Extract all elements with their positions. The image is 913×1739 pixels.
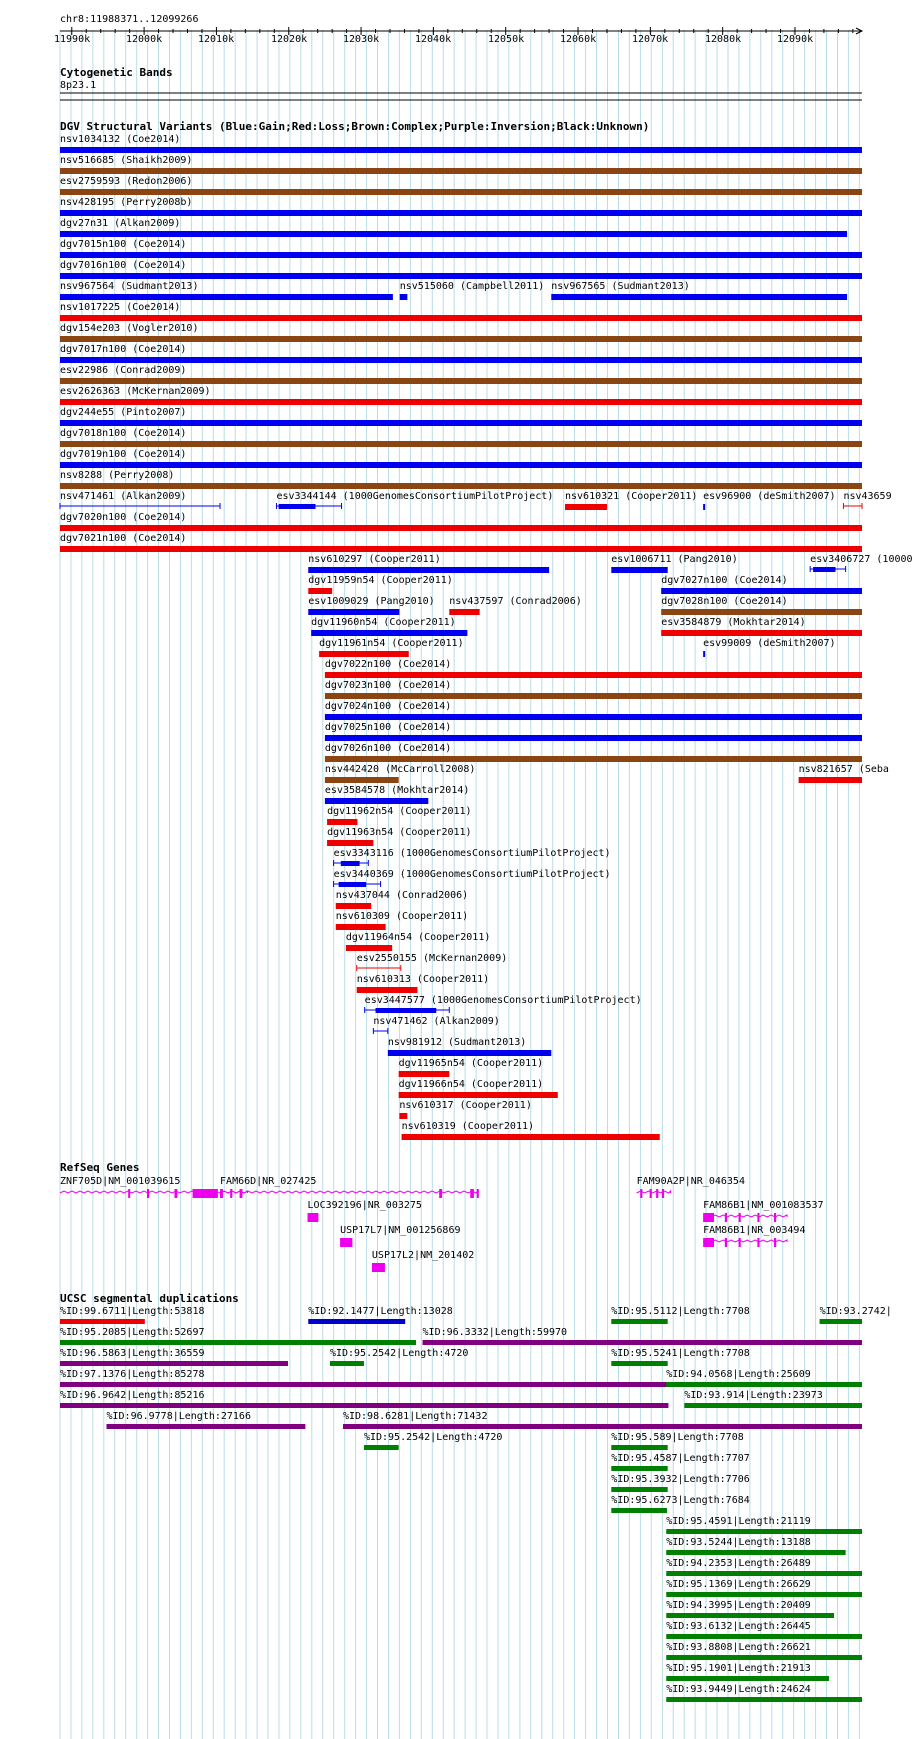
- cytoband-label: 8p23.1: [60, 80, 97, 91]
- segdup-bar: [611, 1508, 667, 1513]
- segdup-bar: [60, 1382, 668, 1387]
- segdup-label: %ID:92.1477|Length:13028: [308, 1306, 453, 1317]
- gene-exon: [757, 1238, 759, 1247]
- variant-label: nsv437597 (Conrad2006): [449, 596, 582, 607]
- segdup-label: %ID:93.9449|Length:24624: [666, 1684, 811, 1695]
- variant-label: esv1006711 (Pang2010): [611, 554, 738, 565]
- variant-bar: [60, 315, 862, 321]
- gene-exon: [650, 1189, 652, 1198]
- gene-exon: [439, 1189, 442, 1198]
- gene-label: ZNF705D|NM_001039615: [60, 1176, 181, 1187]
- variant-bar: [376, 1008, 437, 1013]
- variant-label: nsv437044 (Conrad2006): [335, 890, 469, 901]
- segdup-bar: [611, 1466, 667, 1471]
- variant-label: nsv610313 (Cooper2011): [356, 974, 490, 985]
- variant-label: dgv7022n100 (Coe2014): [324, 659, 452, 670]
- variant-label: dgv7016n100 (Coe2014): [60, 260, 187, 271]
- variant-label: nsv610297 (Cooper2011): [308, 554, 441, 565]
- gene-exon: [757, 1213, 759, 1222]
- variant-bar: [402, 1134, 660, 1140]
- variant-bar: [60, 420, 862, 426]
- variant-bar: [60, 273, 862, 279]
- segdup-bar: [611, 1445, 667, 1450]
- segdup-label: %ID:94.2353|Length:26489: [666, 1558, 811, 1569]
- gene-exon: [656, 1189, 658, 1198]
- variant-label: dgv7021n100 (Coe2014): [60, 533, 187, 544]
- segdup-bar: [106, 1424, 305, 1429]
- variant-label: dgv11961n54 (Cooper2011): [319, 638, 464, 649]
- variant-bar: [399, 1071, 450, 1077]
- segdup-label: %ID:96.3332|Length:59970: [422, 1327, 568, 1338]
- variant-bar: [327, 819, 357, 825]
- variant-bar: [611, 567, 667, 573]
- variant-label: nsv515060 (Campbell2011): [399, 281, 545, 292]
- variant-bar: [60, 189, 862, 195]
- variant-label: nsv471462 (Alkan2009): [373, 1016, 500, 1027]
- gene-exon: [308, 1213, 319, 1222]
- ruler-tick-label: 12070k: [632, 34, 669, 45]
- segdup-bar: [666, 1655, 862, 1660]
- dgv-track-title: DGV Structural Variants (Blue:Gain;Red:Loss;Brown:Complex;Purple:Inversion;Black:Unknown): [60, 120, 650, 133]
- gene-exon: [470, 1189, 474, 1198]
- gene-exon: [193, 1189, 218, 1198]
- segdup-label: %ID:93.5244|Length:13188: [666, 1537, 811, 1548]
- gene-exon: [230, 1189, 232, 1198]
- segdup-bar: [611, 1319, 667, 1324]
- variant-label: nsv43659: [843, 491, 892, 502]
- variant-label: nsv967564 (Sudmant2013): [60, 281, 199, 292]
- variant-label: dgv7025n100 (Coe2014): [324, 722, 452, 733]
- variant-label: dgv11963n54 (Cooper2011): [327, 827, 472, 838]
- variant-bar: [703, 504, 705, 510]
- variant-bar: [60, 399, 862, 405]
- gene-exon: [774, 1213, 776, 1222]
- variant-label: nsv8288 (Perry2008): [60, 470, 175, 481]
- segdup-bar: [666, 1382, 862, 1387]
- gene-exon: [372, 1263, 385, 1272]
- ruler-tick-label: 12040k: [415, 34, 452, 45]
- variant-label: esv22986 (Conrad2009): [60, 365, 187, 376]
- segdup-label: %ID:93.2742|: [819, 1306, 892, 1317]
- variant-bar: [60, 462, 862, 468]
- gene-exon: [725, 1213, 727, 1222]
- gene-label: FAM86B1|NM_001083537: [703, 1200, 824, 1211]
- segdup-bar: [666, 1634, 862, 1639]
- variant-label: dgv244e55 (Pinto2007): [60, 407, 187, 418]
- refseq-track-title: RefSeq Genes: [60, 1161, 140, 1174]
- segdup-label: %ID:95.5241|Length:7708: [611, 1348, 750, 1359]
- gene-exon: [340, 1238, 352, 1247]
- gene-exon: [703, 1213, 714, 1222]
- segdup-bar: [820, 1319, 862, 1324]
- segdup-label: %ID:93.6132|Length:26445: [666, 1621, 811, 1632]
- segdup-bar: [60, 1361, 288, 1366]
- segdup-bar: [666, 1676, 829, 1681]
- gene-intron-line: [60, 1191, 248, 1193]
- variant-label: dgv27n31 (Alkan2009): [60, 218, 181, 229]
- segdup-label: %ID:95.5112|Length:7708: [611, 1306, 750, 1317]
- variant-label: esv96900 (deSmith2007): [703, 491, 836, 502]
- variant-bar: [551, 294, 847, 300]
- segdup-label: %ID:95.6273|Length:7684: [611, 1495, 750, 1506]
- segdup-label: %ID:94.0568|Length:25609: [666, 1369, 811, 1380]
- variant-label: esv3584578 (Mokhtar2014): [324, 785, 470, 796]
- variant-label: dgv11965n54 (Cooper2011): [398, 1058, 544, 1069]
- ruler-tick-label: 11990k: [54, 34, 91, 45]
- variant-bar: [325, 777, 399, 783]
- cytoband-track-title: Cytogenetic Bands: [60, 66, 173, 79]
- variant-label: esv99009 (deSmith2007): [703, 638, 836, 649]
- variant-bar: [565, 504, 607, 510]
- segdup-label: %ID:95.589|Length:7708: [611, 1432, 744, 1443]
- segdup-label: %ID:95.4587|Length:7707: [611, 1453, 750, 1464]
- variant-bar: [325, 672, 862, 678]
- variant-label: dgv11960n54 (Cooper2011): [311, 617, 456, 628]
- segdup-bar: [364, 1445, 399, 1450]
- ruler-tick-label: 12060k: [560, 34, 597, 45]
- variant-bar: [60, 252, 862, 258]
- variant-bar: [661, 609, 862, 615]
- variant-label: nsv610317 (Cooper2011): [399, 1100, 532, 1111]
- variant-label: nsv442420 (McCarroll2008): [324, 764, 476, 775]
- variant-bar: [311, 630, 467, 636]
- gene-label: USP17L7|NM_001256869: [340, 1225, 461, 1236]
- variant-bar: [60, 147, 862, 153]
- variant-bar: [325, 756, 862, 762]
- segdup-bar: [611, 1487, 667, 1492]
- variant-label: nsv610309 (Cooper2011): [335, 911, 469, 922]
- variant-bar: [339, 882, 366, 887]
- variant-bar: [60, 168, 862, 174]
- variant-label: dgv7027n100 (Coe2014): [661, 575, 788, 586]
- variant-label: nsv516685 (Shaikh2009): [60, 155, 193, 166]
- ruler-tick-label: 12020k: [271, 34, 308, 45]
- segdup-label: %ID:96.5863|Length:36559: [60, 1348, 205, 1359]
- segdup-bar: [423, 1340, 862, 1345]
- segdup-label: %ID:98.6281|Length:71432: [342, 1411, 488, 1422]
- variant-label: nsv981912 (Sudmant2013): [387, 1037, 527, 1048]
- variant-bar: [308, 588, 332, 594]
- variant-label: dgv7024n100 (Coe2014): [324, 701, 452, 712]
- segdup-bar: [343, 1424, 862, 1429]
- variant-label: esv2626363 (McKernan2009): [60, 386, 211, 397]
- variant-bar: [357, 987, 418, 993]
- variant-bar: [327, 840, 373, 846]
- segdup-bar: [684, 1403, 862, 1408]
- segdup-label: %ID:95.2542|Length:4720: [363, 1432, 503, 1443]
- variant-bar: [60, 546, 862, 552]
- segdup-bar: [330, 1361, 364, 1366]
- variant-label: nsv1034132 (Coe2014): [60, 134, 181, 145]
- gene-exon: [174, 1189, 177, 1198]
- variant-bar: [308, 567, 549, 573]
- variant-label: esv3447577 (1000GenomesConsortiumPilotProject): [364, 995, 642, 1006]
- gene-exon: [703, 1238, 714, 1247]
- ruler-tick-label: 12090k: [777, 34, 814, 45]
- ruler-tick-label: 12010k: [198, 34, 235, 45]
- variant-label: esv3440369 (1000GenomesConsortiumPilotProject): [333, 869, 611, 880]
- variant-bar: [319, 651, 409, 657]
- variant-bar: [346, 945, 392, 951]
- variant-label: esv3344144 (1000GenomesConsortiumPilotProject): [276, 491, 554, 502]
- variant-bar: [399, 1092, 558, 1098]
- variant-label: nsv610319 (Cooper2011): [401, 1121, 535, 1132]
- variant-bar: [60, 378, 862, 384]
- gene-exon: [739, 1238, 741, 1247]
- variant-label: dgv7018n100 (Coe2014): [60, 428, 187, 439]
- segdup-bar: [666, 1613, 834, 1618]
- variant-label: dgv7017n100 (Coe2014): [60, 344, 187, 355]
- variant-bar: [325, 735, 862, 741]
- gene-label: USP17L2|NM_201402: [371, 1250, 475, 1261]
- gene-label: FAM86B1|NR_003494: [703, 1225, 806, 1236]
- ruler-tick-label: 12080k: [705, 34, 742, 45]
- segdup-bar: [60, 1340, 416, 1345]
- ruler-tick-label: 12030k: [343, 34, 380, 45]
- ruler-tick-label: 12050k: [488, 34, 525, 45]
- variant-bar: [661, 630, 862, 636]
- gene-label: FAM90A2P|NR_046354: [636, 1176, 745, 1187]
- gene-exon: [477, 1189, 479, 1198]
- variant-label: dgv11966n54 (Cooper2011): [398, 1079, 544, 1090]
- variant-bar: [60, 441, 862, 447]
- segdup-label: %ID:96.9642|Length:85216: [60, 1390, 205, 1401]
- variant-label: esv3584879 (Mokhtar2014): [661, 617, 806, 628]
- segdup-label: %ID:94.3995|Length:20409: [666, 1600, 811, 1611]
- gene-label: LOC392196|NR_003275: [307, 1200, 422, 1211]
- gene-exon: [640, 1189, 642, 1198]
- variant-label: nsv471461 (Alkan2009): [60, 491, 187, 502]
- segdup-bar: [666, 1697, 862, 1702]
- variant-label: nsv967565 (Sudmant2013): [551, 281, 690, 292]
- gene-exon: [128, 1189, 130, 1198]
- segdup-bar: [666, 1550, 845, 1555]
- segdup-label: %ID:95.3932|Length:7706: [611, 1474, 750, 1485]
- segdup-bar: [611, 1361, 667, 1366]
- variant-label: esv2550155 (McKernan2009): [356, 953, 508, 964]
- variant-label: dgv7020n100 (Coe2014): [60, 512, 187, 523]
- gene-exon: [725, 1238, 727, 1247]
- variant-label: dgv11959n54 (Cooper2011): [308, 575, 453, 586]
- segdup-label: %ID:97.1376|Length:85278: [60, 1369, 205, 1380]
- variant-label: esv3343116 (1000GenomesConsortiumPilotProject): [333, 848, 611, 859]
- variant-bar: [279, 504, 316, 509]
- segdup-track-title: UCSC segmental duplications: [60, 1292, 239, 1305]
- variant-bar: [813, 567, 835, 572]
- variant-bar: [60, 231, 847, 237]
- variant-bar: [799, 777, 862, 783]
- segdup-bar: [60, 1319, 145, 1324]
- segdup-bar: [666, 1592, 862, 1597]
- gene-exon: [220, 1189, 223, 1198]
- region-label: chr8:11988371..12099266: [60, 14, 199, 25]
- variant-bar: [336, 924, 386, 930]
- segdup-bar: [60, 1403, 668, 1408]
- variant-bar: [60, 357, 862, 363]
- variant-label: esv2759593 (Redon2006): [60, 176, 193, 187]
- gene-exon: [774, 1238, 776, 1247]
- segdup-label: %ID:93.914|Length:23973: [684, 1390, 823, 1401]
- segdup-label: %ID:96.9778|Length:27166: [106, 1411, 251, 1422]
- variant-label: nsv610321 (Cooper2011): [565, 491, 698, 502]
- segdup-label: %ID:95.4591|Length:21119: [666, 1516, 811, 1527]
- segdup-bar: [666, 1571, 862, 1576]
- gene-label: FAM66D|NR_027425: [220, 1176, 317, 1187]
- variant-bar: [325, 714, 862, 720]
- variant-label: nsv428195 (Perry2008b): [60, 197, 193, 208]
- segdup-label: %ID:95.1369|Length:26629: [666, 1579, 811, 1590]
- variant-bar: [60, 525, 862, 531]
- variant-bar: [399, 1113, 407, 1119]
- variant-label: dgv11962n54 (Cooper2011): [327, 806, 472, 817]
- variant-label: esv3406727 (10000: [810, 554, 913, 565]
- variant-bar: [341, 861, 360, 866]
- variant-bar: [325, 693, 862, 699]
- variant-bar: [388, 1050, 551, 1056]
- segdup-label: %ID:93.8808|Length:26621: [666, 1642, 811, 1653]
- variant-bar: [336, 903, 371, 909]
- segdup-label: %ID:99.6711|Length:53818: [60, 1306, 205, 1317]
- variant-bar: [60, 336, 862, 342]
- variant-label: nsv1017225 (Coe2014): [60, 302, 181, 313]
- variant-bar: [60, 294, 393, 300]
- variant-bar: [449, 609, 479, 615]
- variant-bar: [60, 483, 862, 489]
- variant-label: dgv11964n54 (Cooper2011): [345, 932, 491, 943]
- variant-label: dgv154e203 (Vogler2010): [60, 323, 199, 334]
- variant-bar: [308, 609, 399, 615]
- variant-bar: [400, 294, 408, 300]
- segdup-label: %ID:95.2542|Length:4720: [329, 1348, 469, 1359]
- segdup-bar: [666, 1529, 862, 1534]
- segdup-label: %ID:95.1901|Length:21913: [666, 1663, 811, 1674]
- variant-label: esv1009029 (Pang2010): [308, 596, 435, 607]
- gene-exon: [662, 1189, 664, 1198]
- variant-label: dgv7028n100 (Coe2014): [661, 596, 788, 607]
- variant-bar: [703, 651, 705, 657]
- variant-label: dgv7023n100 (Coe2014): [324, 680, 452, 691]
- variant-bar: [60, 210, 862, 216]
- variant-label: dgv7019n100 (Coe2014): [60, 449, 187, 460]
- variant-bar: [325, 798, 428, 804]
- gene-exon: [240, 1189, 243, 1198]
- segdup-bar: [308, 1319, 405, 1324]
- variant-label: nsv821657 (Seba: [798, 764, 889, 775]
- variant-label: dgv7026n100 (Coe2014): [324, 743, 452, 754]
- ruler-tick-label: 12000k: [126, 34, 163, 45]
- variant-bar: [661, 588, 862, 594]
- segdup-label: %ID:95.2085|Length:52697: [60, 1327, 205, 1338]
- gene-exon: [147, 1189, 149, 1198]
- variant-label: dgv7015n100 (Coe2014): [60, 239, 187, 250]
- gene-exon: [739, 1213, 741, 1222]
